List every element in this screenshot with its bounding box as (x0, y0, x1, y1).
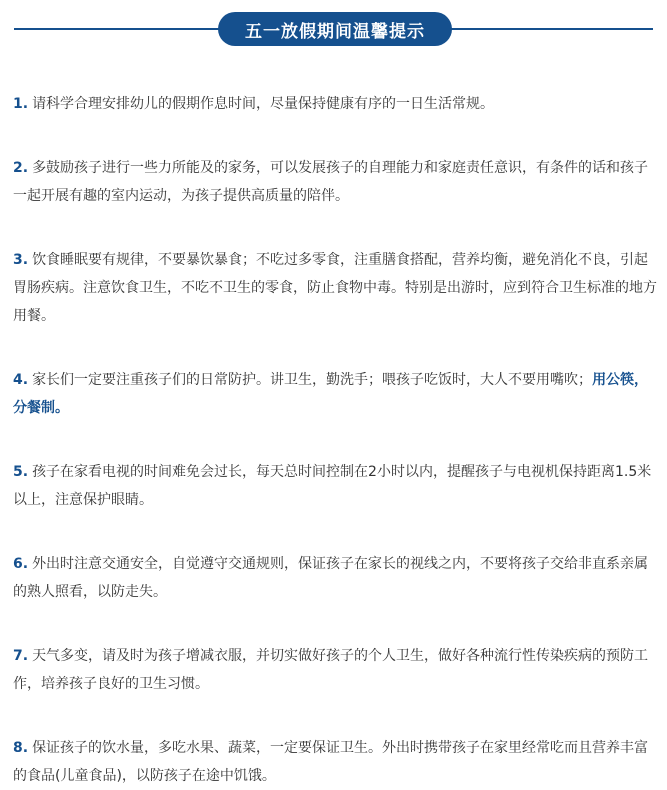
list-item (13, 366, 657, 422)
item-number: 1. (13, 96, 29, 112)
list-item (13, 550, 657, 606)
item-text: 天气多变，请及时为孩子增减衣服，并切实做好孩子的个人卫生，做好各种流行性传染疾病的预防工作，培养孩子良好的卫生习惯。 (13, 648, 649, 692)
tips-list (13, 90, 657, 790)
item-text: 饮食睡眠要有规律，不要暴饮暴食；不吃过多零食，注重膳食搭配，营养均衡，避免消化不良，引起胃肠疾病。注意饮食卫生，不吃不卫生的零食，防止食物中毒。特别是出游时，应到符合卫生标准的地方用餐。 (13, 252, 657, 324)
item-text: 外出时注意交通安全，自觉遵守交通规则，保证孩子在家长的视线之内，不要将孩子交给非直系亲属的熟人照看，以防走失。 (13, 556, 649, 600)
item-number: 5. (13, 464, 29, 480)
list-item (13, 642, 657, 698)
item-text: 保证孩子的饮水量，多吃水果、蔬菜，一定要保证卫生。外出时携带孩子在家里经常吃而且营养丰富的食品(儿童食品)，以防孩子在途中饥饿。 (13, 740, 649, 784)
item-highlight: 用公筷，分餐制。 (13, 372, 649, 416)
list-item (13, 458, 657, 514)
item-text: 家长们一定要注重孩子们的日常防护。讲卫生，勤洗手；喂孩子吃饭时，大人不要用嘴吹； (32, 372, 593, 388)
list-item (13, 734, 657, 790)
list-item (13, 154, 657, 210)
item-text: 孩子在家看电视的时间难免会过长，每天总时间控制在2小时以内，提醒孩子与电视机保持距离1.5米以上，注意保护眼睛。 (13, 464, 652, 508)
item-number: 8. (13, 740, 29, 756)
title-banner (0, 12, 667, 46)
item-number: 7. (13, 648, 29, 664)
page-title: 五一放假期间温馨提示 (218, 12, 452, 46)
item-text: 多鼓励孩子进行一些力所能及的家务，可以发展孩子的自理能力和家庭责任意识，有条件的话和孩子一起开展有趣的室内运动，为孩子提供高质量的陪伴。 (13, 160, 649, 204)
item-number: 6. (13, 556, 29, 572)
item-number: 3. (13, 252, 29, 268)
list-item (13, 90, 657, 118)
item-text: 请科学合理安排幼儿的假期作息时间，尽量保持健康有序的一日生活常规。 (32, 96, 495, 112)
item-number: 4. (13, 372, 29, 388)
list-item (13, 246, 657, 330)
item-number: 2. (13, 160, 29, 176)
